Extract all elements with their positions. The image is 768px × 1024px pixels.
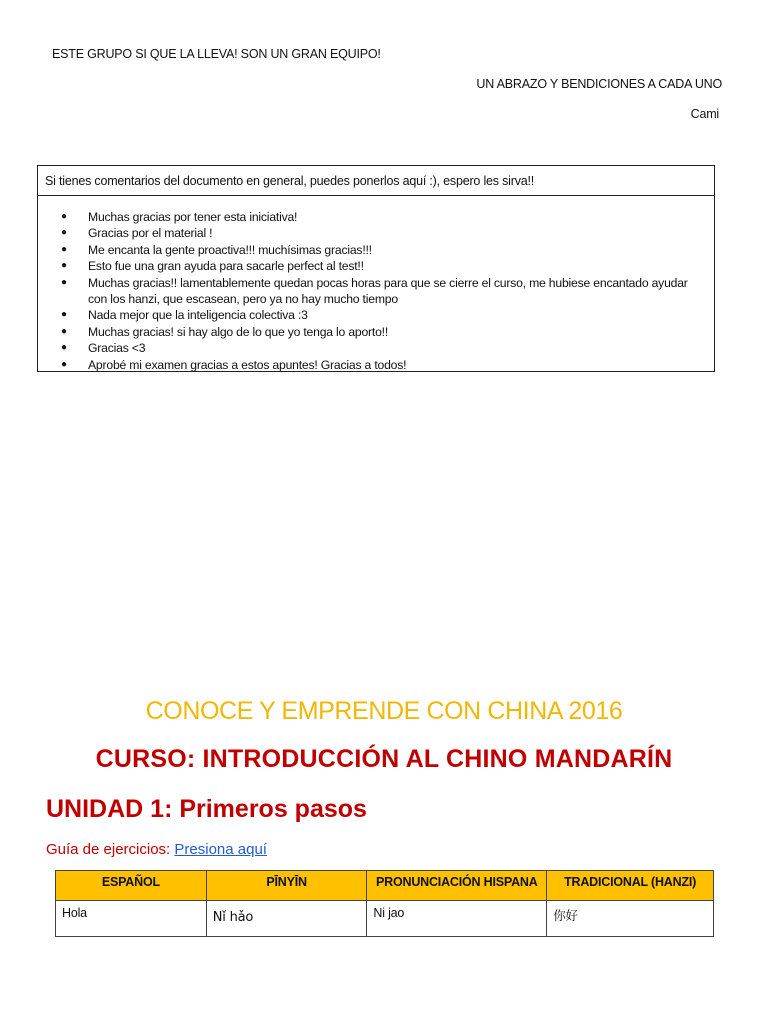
signature: Cami [690,107,719,121]
comment-item: ● Muchas gracias! si hay algo de lo que yo tenga lo aporto!! [88,324,704,340]
header-pinyin: PĪNYĪN [206,871,367,901]
table-row [56,901,714,937]
guide-label: Guía de ejercicios: [46,841,171,858]
comment-item: ● Aprobé mi examen gracias a estos apuntes! Gracias a todos! [88,357,704,373]
comment-item: ● Me encanta la gente proactiva!!! muchísimas gracias!!! [88,242,704,258]
comment-item: ● Gracias por el material ! [88,225,704,241]
header-espanol: ESPAÑOL [56,871,207,901]
comment-item: ● Esto fue una gran ayuda para sacarle perfect al test!! [88,258,704,274]
course-subtitle: CURSO: INTRODUCCIÓN AL CHINO MANDARÍN [95,745,673,773]
comments-list [38,196,714,373]
comment-item: ● Gracias <3 [88,340,704,356]
comment-item: ● Muchas gracias!! lamentablemente quedan pocas horas para que se cierre el curso, me hubiese encantado ayudar con los hanzi, que escasean, pero ya no hay mucho tiempo [88,275,704,308]
course-title: CONOCE Y EMPRENDE CON CHINA 2016 [145,697,623,725]
comment-item: ● Muchas gracias por tener esta iniciativa! [88,209,704,225]
comment-item: ● Nada mejor que la inteligencia colectiva :3 [88,307,704,323]
pinyin-text: Nǐ hǎo [212,910,254,925]
unit-title: UNIDAD 1: Primeros pasos [46,795,367,823]
cell-pronunciacion: Ni jao [367,901,547,937]
vocabulary-table [55,870,714,937]
table-header-row [56,871,714,901]
guide-link[interactable]: Presiona aquí [174,841,267,858]
cell-pinyin [206,901,367,937]
cell-hanzi: 你好 [547,901,714,937]
comments-box [37,165,715,372]
header-hanzi: TRADICIONAL (HANZI) [547,871,714,901]
comments-header: Si tienes comentarios del documento en general, puedes ponerlos aquí :), espero les sirva!! [38,166,714,196]
header-pronunciacion: PRONUNCIACIÓN HISPANA [367,871,547,901]
intro-line-1: ESTE GRUPO SI QUE LA LLEVA! SON UN GRAN EQUIPO! [52,47,381,61]
cell-espanol: Hola [56,901,207,937]
intro-line-2: UN ABRAZO Y BENDICIONES A CADA UNO [476,77,722,91]
exercise-guide [46,841,267,858]
